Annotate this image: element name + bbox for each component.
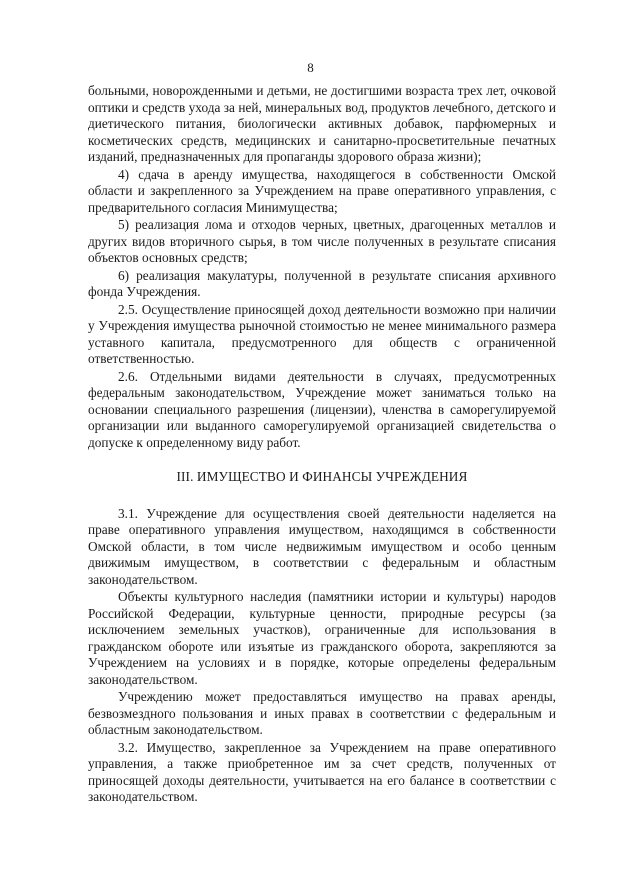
document-body xyxy=(88,83,556,807)
paragraph-p6: 2.6. Отдельными видами деятельности в случаях, предусмотренных федеральным законодательством, Учреждение может заниматься только на основании специального разрешения (лицензии), членства в саморегулируемой организации или выданного саморегулируемой организацией свидетельства о допуске к определенному виду работ. xyxy=(88,368,556,450)
paragraph-p7: 3.1. Учреждение для осуществления своей деятельности наделяется на праве оперативного управления имуществом, находящимся в собственности Омской области, в том числе недвижимым имуществом и особо ценным движимым имуществом, в соответствии с федеральным и областным законодательством. xyxy=(88,505,556,587)
paragraph-p4: 6) реализация макулатуры, полученной в результате списания архивного фонда Учреждения. xyxy=(88,267,556,299)
paragraph-p2: 4) сдача в аренду имущества, находящегося в собственности Омской области и закрепленного за Учреждением на праве оперативного управления, с предварительного согласия Минимущества; xyxy=(88,166,556,215)
paragraph-p8: Объекты культурного наследия (памятники истории и культуры) народов Российской Федерации, культурные ценности, природные ресурсы (за исключением земельных участков), ограниченные для использования в гражданском обороте или изъятые из гражданского оборота, закрепляются за Учреждением на условиях и в порядке, которые определены федеральным законодательством. xyxy=(88,589,556,687)
paragraph-group-section-3 xyxy=(88,506,556,806)
paragraph-p1: больными, новорожденными и детьми, не достигшими возраста трех лет, очковой оптики и средств ухода за ней, минеральных вод, продуктов лечебного, детского и диетического питания, биологически активных добавок, парфюмерных и косметических средств, медицинских и санитарно-просветительные печатных изданий, предназначенных для пропаганды здорового образа жизни); xyxy=(88,83,556,164)
paragraph-p9: Учреждению может предоставляться имущество на правах аренды, безвозмездного пользования и иных правах в соответствии с федеральным и областным законодательством. xyxy=(88,689,556,737)
paragraph-p5: 2.5. Осуществление приносящей доход деятельности возможно при наличии у Учреждения имущества рыночной стоимостью не менее минимального размера уставного капитала, предусмотренного для обществ с ограниченной ответственностью. xyxy=(88,301,556,366)
section-heading: III. ИМУЩЕСТВО И ФИНАНСЫ УЧРЕЖДЕНИЯ xyxy=(176,469,468,484)
page-number: 8 xyxy=(307,60,314,75)
paragraph-p3: 5) реализация лома и отходов черных, цветных, драгоценных металлов и других видов вторичного сырья, в том числе полученных в результате списания объектов основных средств; xyxy=(88,217,556,265)
paragraph-p10: 3.2. Имущество, закрепленное за Учреждением на праве оперативного управления, а также приобретенное им за счет средств, полученных от приносящей доходы деятельности, учитывается на его балансе в соответствии с законодательством. xyxy=(88,739,556,804)
paragraph-group-section-2 xyxy=(88,83,556,451)
